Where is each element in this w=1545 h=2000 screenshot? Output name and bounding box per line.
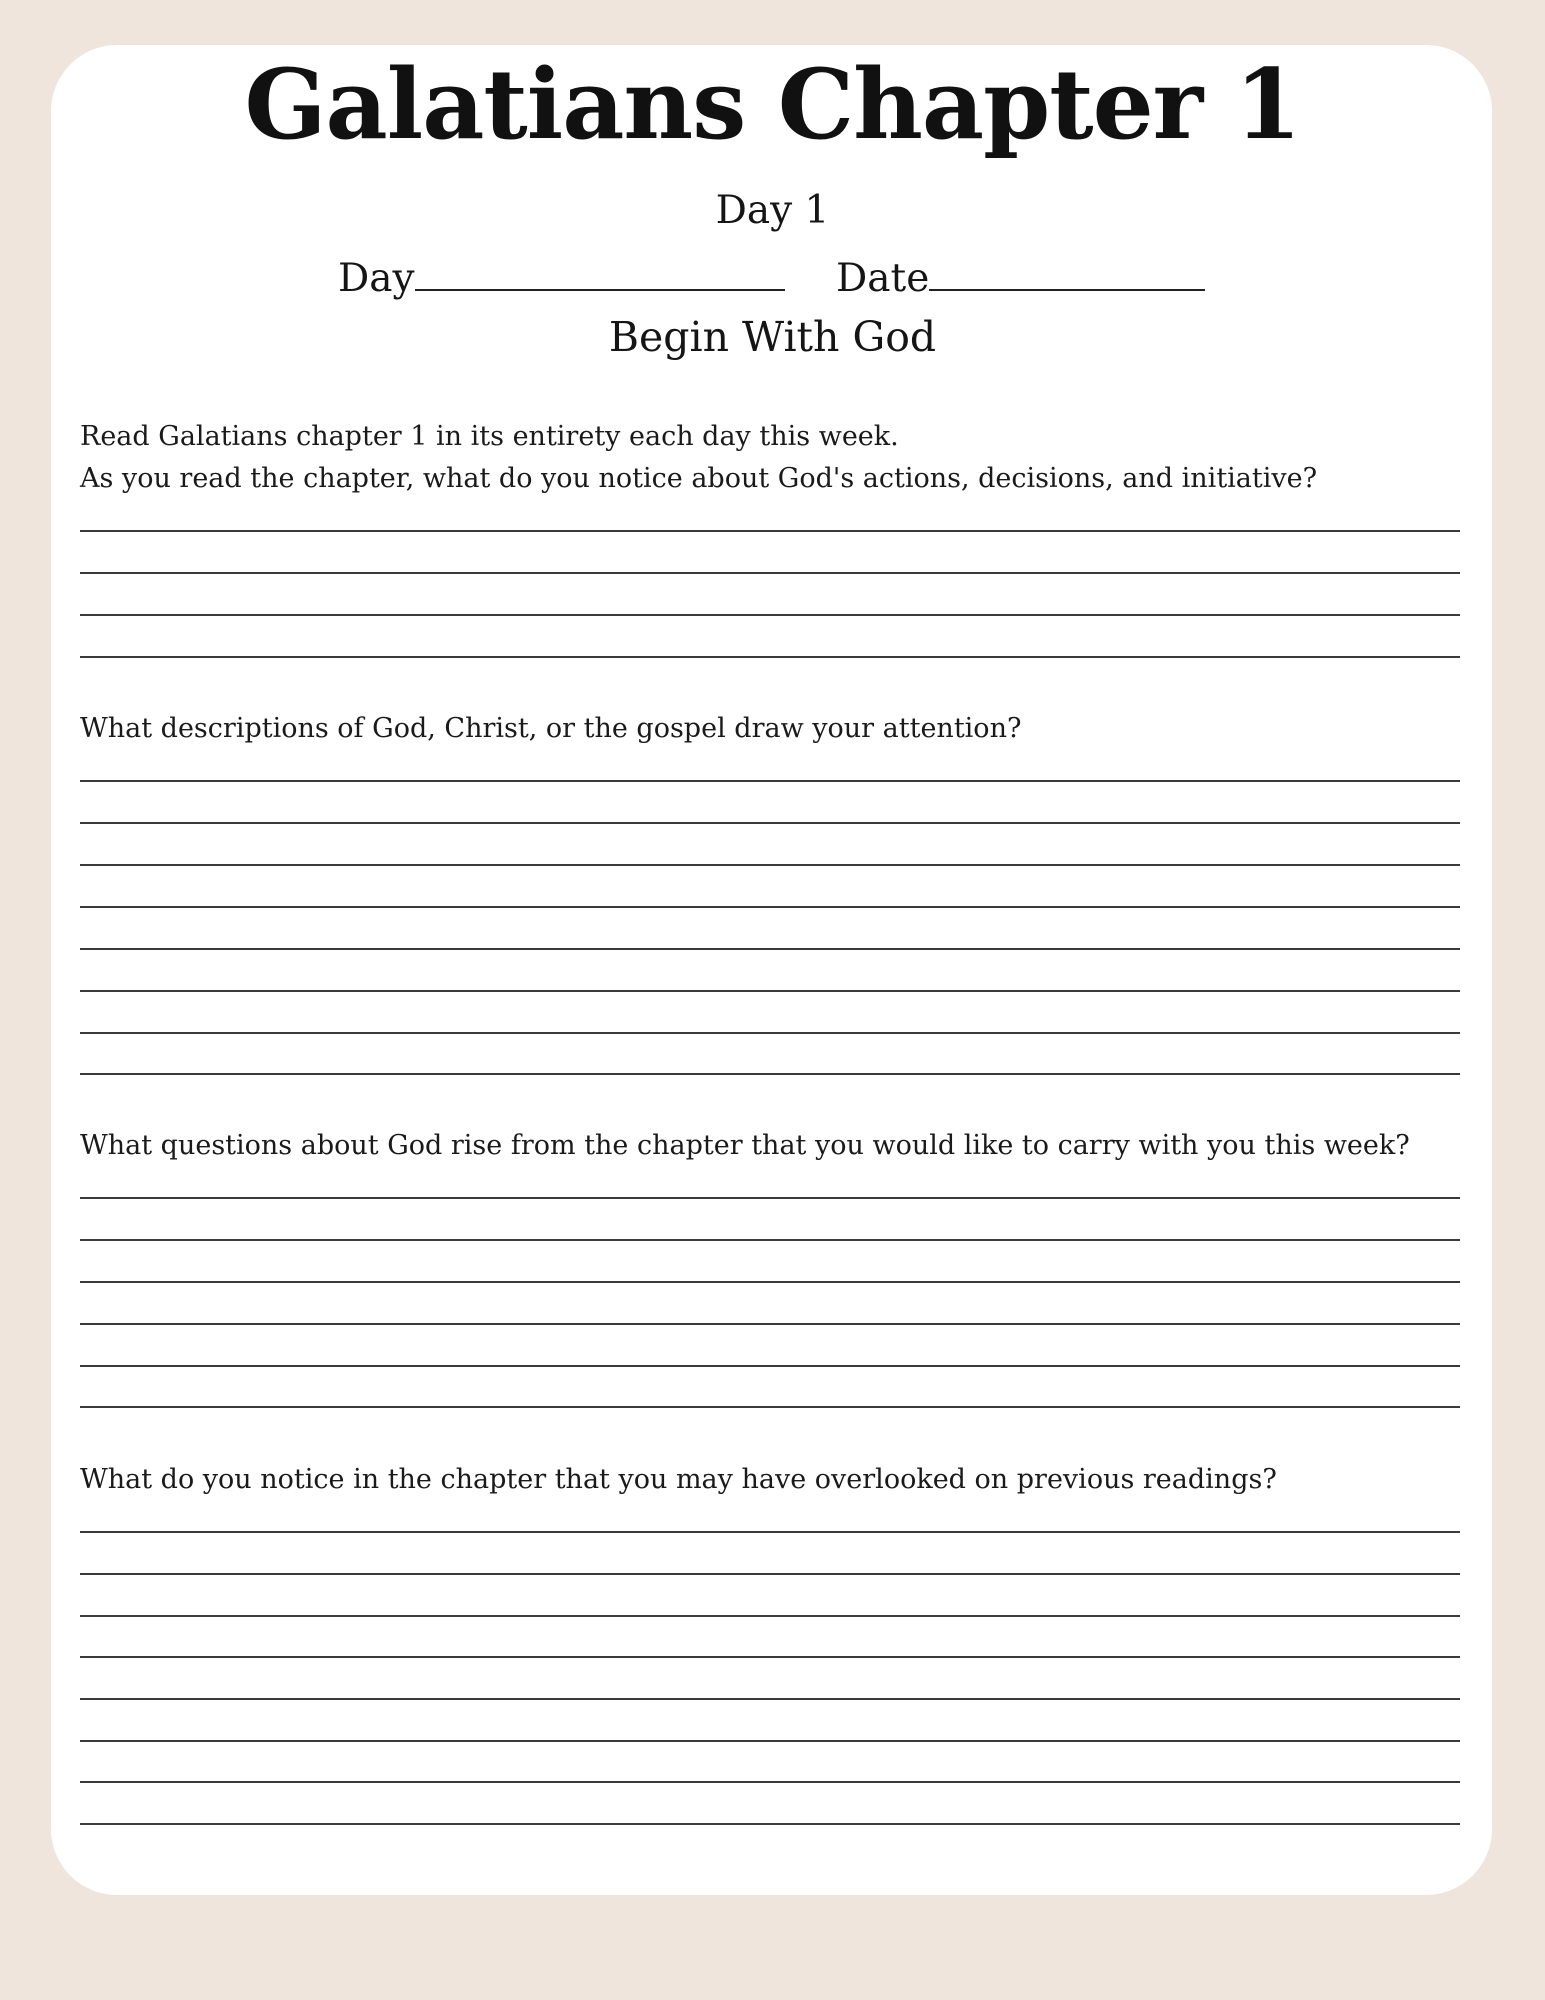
answer-line[interactable] bbox=[80, 990, 1460, 992]
answer-line[interactable] bbox=[80, 1365, 1460, 1367]
day-field[interactable] bbox=[338, 249, 785, 301]
day-subtitle: Day 1 bbox=[715, 188, 830, 233]
answer-line[interactable] bbox=[80, 1781, 1460, 1783]
answer-line[interactable] bbox=[80, 864, 1460, 866]
answer-line[interactable] bbox=[80, 614, 1460, 616]
answer-line[interactable] bbox=[80, 822, 1460, 824]
answer-line[interactable] bbox=[80, 1823, 1460, 1825]
prompt-4: What do you notice in the chapter that you may have overlooked on previous readings? bbox=[80, 1464, 1277, 1495]
answer-line[interactable] bbox=[80, 780, 1460, 782]
answer-line[interactable] bbox=[80, 1573, 1460, 1575]
date-label: Date bbox=[836, 256, 930, 301]
answer-line[interactable] bbox=[80, 530, 1460, 532]
date-field[interactable] bbox=[836, 249, 1205, 301]
day-label: Day bbox=[338, 256, 415, 301]
answer-line[interactable] bbox=[80, 1698, 1460, 1700]
prompt-1-line-2: As you read the chapter, what do you notice about God's actions, decisions, and initiative? bbox=[80, 463, 1318, 494]
answer-line[interactable] bbox=[80, 1032, 1460, 1034]
answer-line[interactable] bbox=[80, 1239, 1460, 1241]
answer-line[interactable] bbox=[80, 1531, 1460, 1533]
answer-line[interactable] bbox=[80, 1197, 1460, 1199]
day-blank[interactable] bbox=[415, 249, 785, 291]
answer-line[interactable] bbox=[80, 1740, 1460, 1742]
answer-line[interactable] bbox=[80, 948, 1460, 950]
answer-line[interactable] bbox=[80, 1323, 1460, 1325]
section-heading: Begin With God bbox=[608, 313, 937, 361]
answer-line[interactable] bbox=[80, 906, 1460, 908]
prompt-3: What questions about God rise from the chapter that you would like to carry with you this week? bbox=[80, 1130, 1410, 1161]
answer-line[interactable] bbox=[80, 1615, 1460, 1617]
prompt-1-line-1: Read Galatians chapter 1 in its entirety each day this week. bbox=[80, 421, 899, 452]
answer-line[interactable] bbox=[80, 1656, 1460, 1658]
answer-line[interactable] bbox=[80, 1281, 1460, 1283]
answer-line[interactable] bbox=[80, 572, 1460, 574]
answer-line[interactable] bbox=[80, 1073, 1460, 1075]
date-blank[interactable] bbox=[929, 249, 1205, 291]
answer-line[interactable] bbox=[80, 656, 1460, 658]
page-title: Galatians Chapter 1 bbox=[244, 48, 1301, 161]
prompt-2: What descriptions of God, Christ, or the gospel draw your attention? bbox=[80, 713, 1022, 744]
answer-line[interactable] bbox=[80, 1406, 1460, 1408]
